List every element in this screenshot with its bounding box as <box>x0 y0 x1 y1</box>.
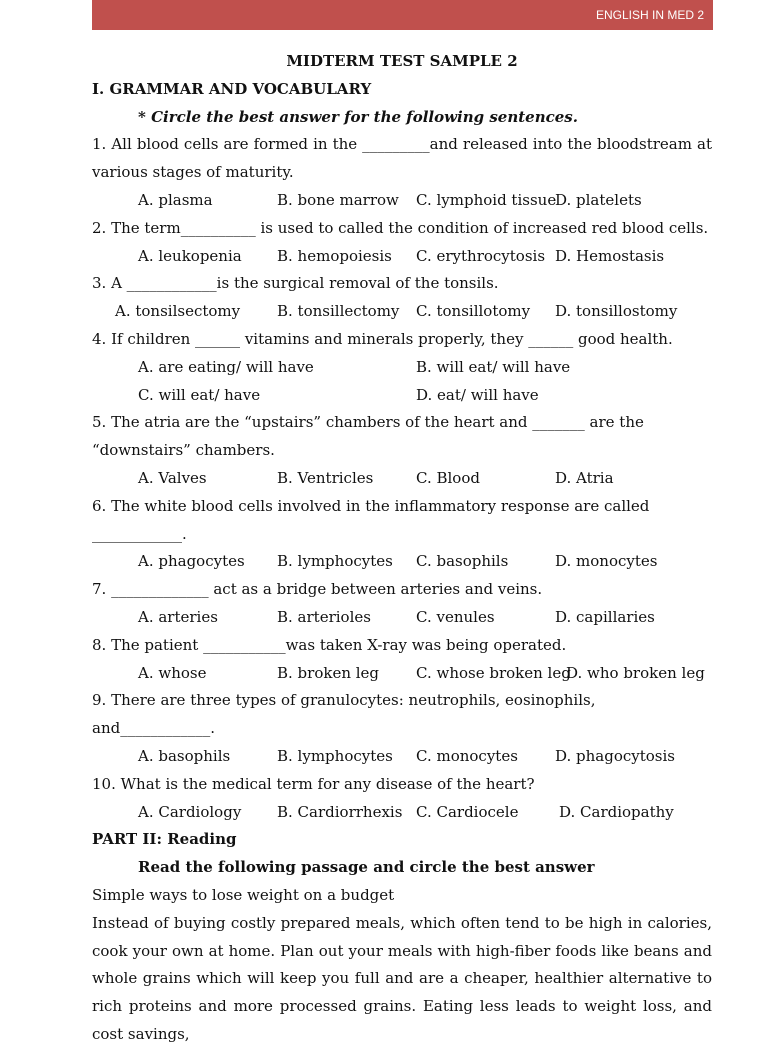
option-d[interactable]: D. Hemostasis <box>555 246 665 265</box>
option-c[interactable]: C. basophils <box>416 552 509 571</box>
option-d[interactable]: D. who broken leg <box>566 663 705 682</box>
option-c[interactable]: C. tonsillotomy <box>416 302 531 321</box>
option-b[interactable]: B. broken leg <box>277 663 380 682</box>
question-stem: 10. What is the medical term for any disease of the heart? <box>92 774 535 793</box>
option-a[interactable]: A. phagocytes <box>138 552 245 571</box>
question-stem: 2. The term__________ is used to called the condition of increased red blood cells. <box>92 218 709 237</box>
course-label: ENGLISH IN MED 2 <box>595 8 704 22</box>
option-a[interactable]: A. Cardiology <box>138 802 242 821</box>
question-stem: 1. All blood cells are formed in the _________and released into the bloodstream at various stages of maturity. <box>92 135 712 182</box>
question-stem: 5. The atria are the “upstairs” chambers of the heart and _______ are the “downstairs” chambers. <box>92 413 644 460</box>
option-b[interactable]: B. Ventricles <box>277 468 374 487</box>
answer-options <box>92 465 712 493</box>
option-a[interactable]: A. are eating/ will have <box>138 357 314 376</box>
option-a[interactable]: A. leukopenia <box>138 246 242 265</box>
option-c[interactable]: C. whose broken leg <box>416 663 571 682</box>
answer-options <box>92 799 712 827</box>
answer-options <box>92 298 712 326</box>
option-a[interactable]: A. arteries <box>138 607 218 626</box>
option-d[interactable]: D. capillaries <box>555 607 655 626</box>
option-b[interactable]: B. lymphocytes <box>277 746 393 765</box>
header-banner <box>92 0 713 30</box>
option-b[interactable]: B. tonsillectomy <box>277 302 400 321</box>
option-b[interactable]: B. lymphocytes <box>277 552 393 571</box>
question-stem: 9. There are three types of granulocytes: neutrophils, eosinophils, and____________. <box>92 691 596 738</box>
section-heading-reading: PART II: Reading <box>92 830 237 849</box>
option-c[interactable]: C. will eat/ have <box>138 385 261 404</box>
test-content <box>92 48 712 1049</box>
answer-options <box>92 243 712 271</box>
option-a[interactable]: A. plasma <box>138 190 213 209</box>
answer-options <box>92 660 712 688</box>
question-stem: 7. _____________ act as a bridge between arteries and veins. <box>92 580 543 599</box>
option-b[interactable]: B. will eat/ will have <box>416 357 571 376</box>
option-c[interactable]: C. venules <box>416 607 495 626</box>
option-d[interactable]: D. eat/ will have <box>416 385 539 404</box>
option-a[interactable]: A. basophils <box>138 746 231 765</box>
option-d[interactable]: D. monocytes <box>555 552 658 571</box>
option-d[interactable]: D. phagocytosis <box>555 746 675 765</box>
question-stem: 3. A ____________is the surgical removal of the tonsils. <box>92 274 499 293</box>
passage-title: Simple ways to lose weight on a budget <box>92 885 395 904</box>
answer-options <box>92 354 712 382</box>
answer-options <box>92 187 712 215</box>
answer-options <box>92 743 712 771</box>
answer-options <box>92 548 712 576</box>
option-c[interactable]: C. lymphoid tissue <box>416 190 557 209</box>
option-a[interactable]: A. whose <box>138 663 207 682</box>
option-b[interactable]: B. bone marrow <box>277 190 399 209</box>
page-title: MIDTERM TEST SAMPLE 2 <box>286 52 518 70</box>
option-d[interactable]: D. platelets <box>555 190 642 209</box>
answer-options <box>92 604 712 632</box>
question-stem: 8. The patient ___________was taken X-ray was being operated. <box>92 635 567 654</box>
option-c[interactable]: C. erythrocytosis <box>416 246 546 265</box>
option-a[interactable]: A. tonsilsectomy <box>115 302 241 321</box>
option-d[interactable]: D. tonsillostomy <box>555 302 678 321</box>
option-b[interactable]: B. hemopoiesis <box>277 246 392 265</box>
question-stem: 6. The white blood cells involved in the inflammatory response are called ____________. <box>92 496 650 543</box>
option-b[interactable]: B. Cardiorrhexis <box>277 802 403 821</box>
option-c[interactable]: C. Blood <box>416 468 480 487</box>
section-instruction: * Circle the best answer for the following sentences. <box>138 107 578 126</box>
reading-passage: Instead of buying costly prepared meals, which often tend to be high in calories, cook your own at home. Plan out your meals with high-fiber foods like beans and whole grains which will keep you full and are a cheaper, healthier alternative to rich proteins and more processed grains. Eating less leads to weight loss, and cost savings, <box>92 913 712 1043</box>
option-c[interactable]: C. monocytes <box>416 746 518 765</box>
option-c[interactable]: C. Cardiocele <box>416 802 519 821</box>
reading-instruction: Read the following passage and circle the best answer <box>138 858 595 877</box>
section-heading-grammar: I. GRAMMAR AND VOCABULARY <box>92 79 372 98</box>
question-stem: 4. If children ______ vitamins and minerals properly, they ______ good health. <box>92 329 673 348</box>
option-d[interactable]: D. Atria <box>555 468 614 487</box>
answer-options <box>92 382 712 410</box>
option-a[interactable]: A. Valves <box>138 468 207 487</box>
option-b[interactable]: B. arterioles <box>277 607 371 626</box>
option-d[interactable]: D. Cardiopathy <box>559 802 674 821</box>
